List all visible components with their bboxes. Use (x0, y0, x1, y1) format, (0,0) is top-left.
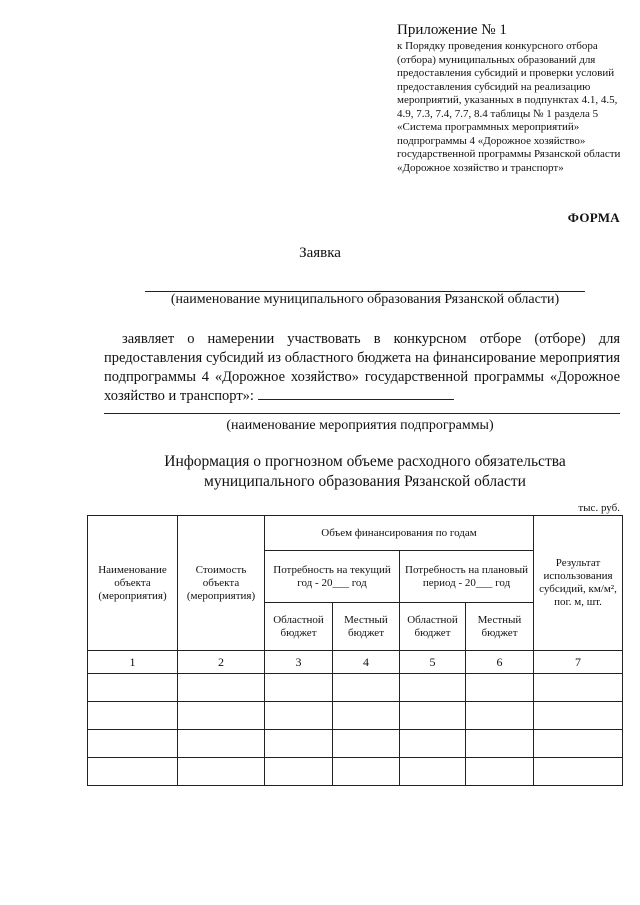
header-planned-period-need: Потребность на плановый период - 20___ год (400, 551, 534, 603)
table-cell[interactable] (88, 730, 178, 758)
table-cell[interactable] (333, 674, 400, 702)
table-cell[interactable] (534, 702, 623, 730)
table-cell[interactable] (400, 730, 466, 758)
column-number: 6 (466, 651, 534, 674)
appendix-reference-text: к Порядку проведения конкурсного отбора (отбора) муниципальных образований для предоставления субсидий и проверки условий предоставления субсидий на реализацию мероприятий, указанных в подпунктах 4.1, 4.5, 4.9, 7.3, 7.4, 7.7, 8.4 таблицы № 1 раздела 5 «Система программных мероприятий» подпрограммы 4 «Дорожное хозяйство» государственной программы Рязанской области «Дорожное хозяйство и транспорт» (397, 40, 621, 174)
table-cell[interactable] (534, 674, 623, 702)
table-cell[interactable] (265, 702, 333, 730)
header-local-budget-planned: Местный бюджет (466, 603, 534, 651)
column-number: 7 (534, 651, 623, 674)
column-number: 2 (178, 651, 265, 674)
header-regional-budget-current: Областной бюджет (265, 603, 333, 651)
table-cell[interactable] (265, 758, 333, 786)
column-number: 1 (88, 651, 178, 674)
table-cell[interactable] (466, 674, 534, 702)
header-regional-budget-planned: Областной бюджет (400, 603, 466, 651)
table-cell[interactable] (400, 702, 466, 730)
table-row (88, 758, 623, 786)
table-cell[interactable] (466, 758, 534, 786)
table-row (88, 730, 623, 758)
measure-fill-line[interactable] (104, 413, 620, 414)
header-object-cost: Стоимость объекта (мероприятия) (178, 516, 265, 651)
table-cell[interactable] (178, 758, 265, 786)
table-cell[interactable] (466, 702, 534, 730)
table-cell[interactable] (333, 758, 400, 786)
measure-caption: (наименование мероприятия подпрограммы) (226, 418, 494, 433)
header-current-year-need: Потребность на текущий год - 20___ год (265, 551, 400, 603)
table-cell[interactable] (88, 674, 178, 702)
application-statement: заявляет о намерении участвовать в конкурсном отборе (отборе) для предоставления субсидий из областного бюджета на финансирование мероприятия подпрограммы 4 «Дорожное хозяйство» государственной программы «Дорожное хозяйство и транспорт»: (104, 331, 620, 404)
header-financing-volume: Объем финансирования по годам (265, 516, 534, 551)
table-cell[interactable] (178, 702, 265, 730)
measure-inline-fill-line[interactable] (258, 399, 454, 400)
table-row (88, 702, 623, 730)
municipality-caption: (наименование муниципального образования Рязанской области) (170, 292, 560, 307)
table-cell[interactable] (265, 674, 333, 702)
table-cell[interactable] (333, 702, 400, 730)
header-local-budget-current: Местный бюджет (333, 603, 400, 651)
table-cell[interactable] (534, 758, 623, 786)
table-cell[interactable] (88, 702, 178, 730)
financing-table (87, 515, 623, 786)
column-number: 3 (265, 651, 333, 674)
table-cell[interactable] (178, 674, 265, 702)
table-cell[interactable] (466, 730, 534, 758)
appendix-title: Приложение № 1 (397, 22, 507, 38)
table-cell[interactable] (400, 758, 466, 786)
table-row (88, 674, 623, 702)
information-title (0, 452, 640, 492)
document-title: Заявка (299, 245, 341, 261)
units-label: тыс. руб. (578, 502, 620, 514)
table-cell[interactable] (178, 730, 265, 758)
header-subsidy-result: Результат использования субсидий, км/м², пог. м, шт. (534, 516, 623, 651)
table-cell[interactable] (400, 674, 466, 702)
information-title-line-2: муниципального образования Рязанской области (204, 473, 526, 490)
table-cell[interactable] (333, 730, 400, 758)
information-title-line-1: Информация о прогнозном объеме расходного обязательства (164, 453, 566, 470)
table-cell[interactable] (265, 730, 333, 758)
header-object-name: Наименование объекта (мероприятия) (88, 516, 178, 651)
table-cell[interactable] (88, 758, 178, 786)
column-number: 4 (333, 651, 400, 674)
table-cell[interactable] (534, 730, 623, 758)
column-number: 5 (400, 651, 466, 674)
form-label: ФОРМА (567, 210, 620, 225)
